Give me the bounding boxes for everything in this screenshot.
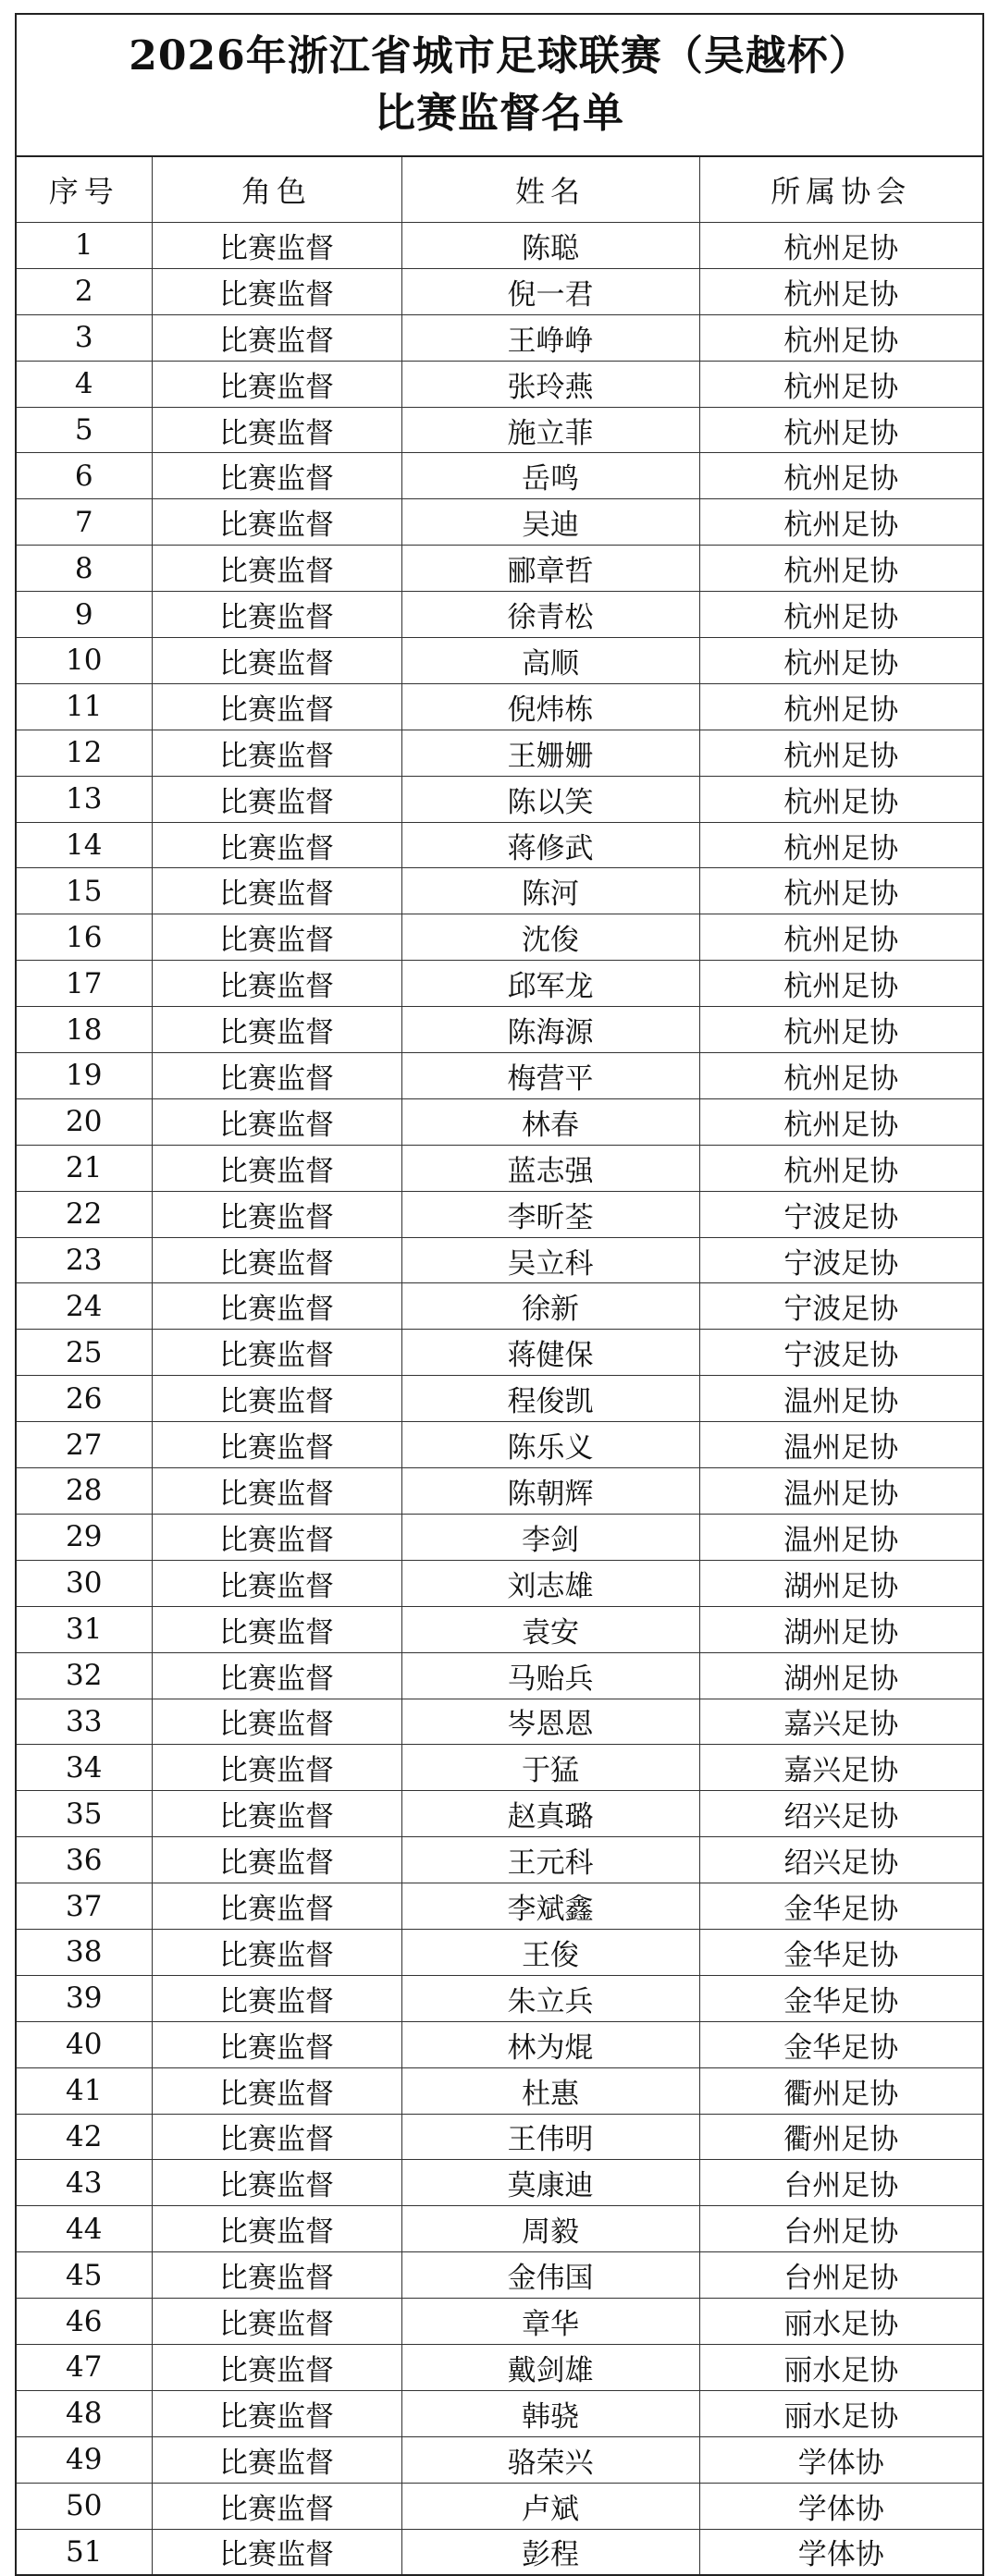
table-row bbox=[17, 1975, 982, 2021]
cell-association: 杭州足协 bbox=[699, 683, 982, 730]
table-row bbox=[17, 2021, 982, 2067]
cell-name: 林春 bbox=[401, 1098, 699, 1145]
table-row bbox=[17, 822, 982, 868]
table-row bbox=[17, 1007, 982, 1053]
table-header bbox=[17, 157, 982, 223]
cell-name: 杜惠 bbox=[401, 2067, 699, 2114]
cell-name: 张玲燕 bbox=[401, 361, 699, 407]
cell-association: 台州足协 bbox=[699, 2252, 982, 2299]
cell-association: 丽水足协 bbox=[699, 2299, 982, 2345]
header-index: 序号 bbox=[17, 157, 152, 223]
cell-name: 施立菲 bbox=[401, 407, 699, 453]
cell-association: 宁波足协 bbox=[699, 1330, 982, 1376]
table-row bbox=[17, 1606, 982, 1652]
cell-name: 徐青松 bbox=[401, 592, 699, 638]
cell-association: 台州足协 bbox=[699, 2206, 982, 2252]
cell-name: 倪一君 bbox=[401, 268, 699, 314]
cell-role: 比赛监督 bbox=[152, 314, 401, 361]
cell-role: 比赛监督 bbox=[152, 2299, 401, 2345]
cell-index: 39 bbox=[17, 1975, 152, 2021]
cell-association: 杭州足协 bbox=[699, 499, 982, 546]
cell-association: 湖州足协 bbox=[699, 1560, 982, 1606]
cell-role: 比赛监督 bbox=[152, 822, 401, 868]
cell-role: 比赛监督 bbox=[152, 1652, 401, 1699]
cell-index: 19 bbox=[17, 1053, 152, 1099]
table-row bbox=[17, 546, 982, 592]
cell-association: 杭州足协 bbox=[699, 961, 982, 1007]
cell-association: 杭州足协 bbox=[699, 546, 982, 592]
cell-name: 岑恩恩 bbox=[401, 1699, 699, 1745]
cell-index: 20 bbox=[17, 1098, 152, 1145]
cell-association: 宁波足协 bbox=[699, 1283, 982, 1330]
cell-association: 杭州足协 bbox=[699, 1053, 982, 1099]
cell-index: 23 bbox=[17, 1237, 152, 1283]
title-block bbox=[17, 15, 982, 157]
table-row bbox=[17, 1883, 982, 1930]
cell-name: 吴迪 bbox=[401, 499, 699, 546]
cell-role: 比赛监督 bbox=[152, 1514, 401, 1560]
header-role: 角色 bbox=[152, 157, 401, 223]
cell-association: 绍兴足协 bbox=[699, 1837, 982, 1883]
table-row bbox=[17, 1237, 982, 1283]
cell-role: 比赛监督 bbox=[152, 1053, 401, 1099]
table-row bbox=[17, 2436, 982, 2483]
cell-name: 吴立科 bbox=[401, 1237, 699, 1283]
cell-role: 比赛监督 bbox=[152, 361, 401, 407]
cell-name: 马贻兵 bbox=[401, 1652, 699, 1699]
cell-name: 彭程 bbox=[401, 2529, 699, 2574]
cell-name: 陈海源 bbox=[401, 1007, 699, 1053]
cell-name: 袁安 bbox=[401, 1606, 699, 1652]
table-row bbox=[17, 223, 982, 269]
cell-association: 杭州足协 bbox=[699, 1145, 982, 1191]
table-row bbox=[17, 592, 982, 638]
cell-association: 杭州足协 bbox=[699, 776, 982, 822]
cell-index: 15 bbox=[17, 868, 152, 914]
cell-index: 38 bbox=[17, 1929, 152, 1975]
table-row bbox=[17, 2206, 982, 2252]
cell-association: 丽水足协 bbox=[699, 2344, 982, 2390]
cell-index: 42 bbox=[17, 2114, 152, 2160]
cell-index: 16 bbox=[17, 914, 152, 961]
cell-association: 学体协 bbox=[699, 2436, 982, 2483]
table-row bbox=[17, 2344, 982, 2390]
cell-association: 温州足协 bbox=[699, 1514, 982, 1560]
cell-association: 杭州足协 bbox=[699, 407, 982, 453]
cell-role: 比赛监督 bbox=[152, 1098, 401, 1145]
cell-index: 35 bbox=[17, 1791, 152, 1837]
table-row bbox=[17, 1745, 982, 1791]
cell-role: 比赛监督 bbox=[152, 2252, 401, 2299]
cell-name: 章华 bbox=[401, 2299, 699, 2345]
table-row bbox=[17, 1053, 982, 1099]
cell-association: 杭州足协 bbox=[699, 638, 982, 684]
cell-name: 莫康迪 bbox=[401, 2160, 699, 2206]
cell-index: 43 bbox=[17, 2160, 152, 2206]
document-title: 2026年浙江省城市足球联赛（吴越杯） bbox=[129, 32, 870, 80]
table-row bbox=[17, 407, 982, 453]
cell-role: 比赛监督 bbox=[152, 2114, 401, 2160]
cell-index: 26 bbox=[17, 1376, 152, 1422]
cell-index: 14 bbox=[17, 822, 152, 868]
cell-index: 49 bbox=[17, 2436, 152, 2483]
cell-role: 比赛监督 bbox=[152, 868, 401, 914]
cell-role: 比赛监督 bbox=[152, 1791, 401, 1837]
cell-name: 王元科 bbox=[401, 1837, 699, 1883]
cell-name: 李昕荃 bbox=[401, 1191, 699, 1237]
table-row bbox=[17, 2067, 982, 2114]
cell-name: 倪炜栋 bbox=[401, 683, 699, 730]
cell-role: 比赛监督 bbox=[152, 776, 401, 822]
cell-role: 比赛监督 bbox=[152, 1007, 401, 1053]
table-row bbox=[17, 1330, 982, 1376]
cell-association: 杭州足协 bbox=[699, 1007, 982, 1053]
table-row bbox=[17, 2114, 982, 2160]
cell-role: 比赛监督 bbox=[152, 2390, 401, 2436]
cell-association: 嘉兴足协 bbox=[699, 1745, 982, 1791]
cell-name: 周毅 bbox=[401, 2206, 699, 2252]
cell-association: 杭州足协 bbox=[699, 730, 982, 776]
cell-index: 2 bbox=[17, 268, 152, 314]
cell-association: 杭州足协 bbox=[699, 592, 982, 638]
table-row bbox=[17, 1652, 982, 1699]
cell-name: 郦章哲 bbox=[401, 546, 699, 592]
cell-index: 5 bbox=[17, 407, 152, 453]
cell-role: 比赛监督 bbox=[152, 914, 401, 961]
cell-association: 杭州足协 bbox=[699, 223, 982, 269]
table-row bbox=[17, 2299, 982, 2345]
cell-role: 比赛监督 bbox=[152, 268, 401, 314]
cell-name: 李斌鑫 bbox=[401, 1883, 699, 1930]
cell-index: 3 bbox=[17, 314, 152, 361]
cell-name: 王姗姗 bbox=[401, 730, 699, 776]
cell-association: 宁波足协 bbox=[699, 1191, 982, 1237]
cell-index: 32 bbox=[17, 1652, 152, 1699]
cell-role: 比赛监督 bbox=[152, 638, 401, 684]
cell-role: 比赛监督 bbox=[152, 499, 401, 546]
cell-association: 湖州足协 bbox=[699, 1606, 982, 1652]
cell-name: 陈聪 bbox=[401, 223, 699, 269]
cell-name: 刘志雄 bbox=[401, 1560, 699, 1606]
cell-role: 比赛监督 bbox=[152, 1237, 401, 1283]
cell-name: 于猛 bbox=[401, 1745, 699, 1791]
cell-association: 杭州足协 bbox=[699, 453, 982, 499]
cell-role: 比赛监督 bbox=[152, 592, 401, 638]
cell-association: 金华足协 bbox=[699, 1975, 982, 2021]
cell-role: 比赛监督 bbox=[152, 1883, 401, 1930]
cell-index: 22 bbox=[17, 1191, 152, 1237]
table-body bbox=[17, 223, 982, 2575]
cell-association: 衢州足协 bbox=[699, 2114, 982, 2160]
cell-role: 比赛监督 bbox=[152, 1376, 401, 1422]
table-row bbox=[17, 1283, 982, 1330]
cell-association: 杭州足协 bbox=[699, 314, 982, 361]
cell-role: 比赛监督 bbox=[152, 2160, 401, 2206]
cell-name: 徐新 bbox=[401, 1283, 699, 1330]
cell-index: 8 bbox=[17, 546, 152, 592]
cell-role: 比赛监督 bbox=[152, 2067, 401, 2114]
cell-name: 陈河 bbox=[401, 868, 699, 914]
cell-association: 湖州足协 bbox=[699, 1652, 982, 1699]
cell-index: 30 bbox=[17, 1560, 152, 1606]
cell-index: 24 bbox=[17, 1283, 152, 1330]
table-row bbox=[17, 1376, 982, 1422]
cell-role: 比赛监督 bbox=[152, 2529, 401, 2574]
table-row bbox=[17, 1560, 982, 1606]
table-row bbox=[17, 776, 982, 822]
header-row bbox=[17, 157, 982, 223]
cell-index: 17 bbox=[17, 961, 152, 1007]
cell-role: 比赛监督 bbox=[152, 223, 401, 269]
cell-index: 28 bbox=[17, 1468, 152, 1515]
cell-role: 比赛监督 bbox=[152, 1837, 401, 1883]
cell-association: 金华足协 bbox=[699, 2021, 982, 2067]
cell-association: 杭州足协 bbox=[699, 1098, 982, 1145]
supervisor-table bbox=[17, 157, 982, 2574]
table-row bbox=[17, 499, 982, 546]
cell-association: 衢州足协 bbox=[699, 2067, 982, 2114]
cell-name: 王峥峥 bbox=[401, 314, 699, 361]
table-row bbox=[17, 914, 982, 961]
cell-index: 12 bbox=[17, 730, 152, 776]
cell-index: 36 bbox=[17, 1837, 152, 1883]
cell-name: 梅营平 bbox=[401, 1053, 699, 1099]
cell-association: 温州足协 bbox=[699, 1422, 982, 1468]
cell-association: 杭州足协 bbox=[699, 822, 982, 868]
cell-index: 46 bbox=[17, 2299, 152, 2345]
cell-role: 比赛监督 bbox=[152, 2206, 401, 2252]
table-row bbox=[17, 730, 982, 776]
cell-role: 比赛监督 bbox=[152, 2021, 401, 2067]
cell-index: 1 bbox=[17, 223, 152, 269]
cell-index: 33 bbox=[17, 1699, 152, 1745]
cell-association: 学体协 bbox=[699, 2529, 982, 2574]
cell-name: 邱军龙 bbox=[401, 961, 699, 1007]
cell-name: 高顺 bbox=[401, 638, 699, 684]
cell-index: 41 bbox=[17, 2067, 152, 2114]
cell-role: 比赛监督 bbox=[152, 1699, 401, 1745]
cell-association: 金华足协 bbox=[699, 1929, 982, 1975]
cell-association: 温州足协 bbox=[699, 1468, 982, 1515]
cell-role: 比赛监督 bbox=[152, 1929, 401, 1975]
cell-index: 7 bbox=[17, 499, 152, 546]
table-row bbox=[17, 1699, 982, 1745]
cell-index: 4 bbox=[17, 361, 152, 407]
cell-index: 29 bbox=[17, 1514, 152, 1560]
cell-role: 比赛监督 bbox=[152, 1145, 401, 1191]
cell-role: 比赛监督 bbox=[152, 683, 401, 730]
cell-index: 6 bbox=[17, 453, 152, 499]
cell-name: 沈俊 bbox=[401, 914, 699, 961]
table-row bbox=[17, 361, 982, 407]
cell-name: 岳鸣 bbox=[401, 453, 699, 499]
cell-association: 嘉兴足协 bbox=[699, 1699, 982, 1745]
table-row bbox=[17, 1837, 982, 1883]
cell-name: 陈以笑 bbox=[401, 776, 699, 822]
cell-name: 赵真璐 bbox=[401, 1791, 699, 1837]
cell-role: 比赛监督 bbox=[152, 1745, 401, 1791]
cell-name: 陈乐义 bbox=[401, 1422, 699, 1468]
cell-role: 比赛监督 bbox=[152, 407, 401, 453]
table-row bbox=[17, 2160, 982, 2206]
cell-name: 韩骁 bbox=[401, 2390, 699, 2436]
cell-association: 宁波足协 bbox=[699, 1237, 982, 1283]
table-row bbox=[17, 1422, 982, 1468]
cell-role: 比赛监督 bbox=[152, 1330, 401, 1376]
cell-name: 蒋修武 bbox=[401, 822, 699, 868]
cell-role: 比赛监督 bbox=[152, 2483, 401, 2529]
cell-association: 温州足协 bbox=[699, 1376, 982, 1422]
table-row bbox=[17, 453, 982, 499]
cell-association: 杭州足协 bbox=[699, 914, 982, 961]
cell-index: 13 bbox=[17, 776, 152, 822]
cell-role: 比赛监督 bbox=[152, 2436, 401, 2483]
cell-index: 37 bbox=[17, 1883, 152, 1930]
cell-role: 比赛监督 bbox=[152, 1560, 401, 1606]
cell-role: 比赛监督 bbox=[152, 1283, 401, 1330]
table-row bbox=[17, 1098, 982, 1145]
cell-index: 47 bbox=[17, 2344, 152, 2390]
table-row bbox=[17, 1929, 982, 1975]
cell-index: 10 bbox=[17, 638, 152, 684]
cell-index: 48 bbox=[17, 2390, 152, 2436]
cell-name: 卢斌 bbox=[401, 2483, 699, 2529]
cell-index: 31 bbox=[17, 1606, 152, 1652]
table-row bbox=[17, 1191, 982, 1237]
cell-association: 台州足协 bbox=[699, 2160, 982, 2206]
cell-role: 比赛监督 bbox=[152, 453, 401, 499]
table-row bbox=[17, 1145, 982, 1191]
table-row bbox=[17, 2483, 982, 2529]
header-association: 所属协会 bbox=[699, 157, 982, 223]
table-row bbox=[17, 2529, 982, 2574]
cell-index: 51 bbox=[17, 2529, 152, 2574]
cell-index: 9 bbox=[17, 592, 152, 638]
table-row bbox=[17, 268, 982, 314]
cell-association: 丽水足协 bbox=[699, 2390, 982, 2436]
cell-index: 34 bbox=[17, 1745, 152, 1791]
cell-name: 王伟明 bbox=[401, 2114, 699, 2160]
cell-name: 程俊凯 bbox=[401, 1376, 699, 1422]
table-row bbox=[17, 961, 982, 1007]
cell-index: 21 bbox=[17, 1145, 152, 1191]
cell-index: 40 bbox=[17, 2021, 152, 2067]
cell-role: 比赛监督 bbox=[152, 1468, 401, 1515]
table-row bbox=[17, 1514, 982, 1560]
cell-association: 杭州足协 bbox=[699, 868, 982, 914]
cell-name: 骆荣兴 bbox=[401, 2436, 699, 2483]
cell-role: 比赛监督 bbox=[152, 1422, 401, 1468]
cell-index: 44 bbox=[17, 2206, 152, 2252]
cell-association: 杭州足协 bbox=[699, 268, 982, 314]
table-row bbox=[17, 1791, 982, 1837]
document-subtitle: 比赛监督名单 bbox=[375, 90, 624, 137]
table-row bbox=[17, 638, 982, 684]
cell-role: 比赛监督 bbox=[152, 1975, 401, 2021]
cell-index: 50 bbox=[17, 2483, 152, 2529]
roster-sheet bbox=[15, 13, 984, 2576]
cell-name: 林为焜 bbox=[401, 2021, 699, 2067]
header-name: 姓名 bbox=[401, 157, 699, 223]
cell-role: 比赛监督 bbox=[152, 961, 401, 1007]
cell-association: 杭州足协 bbox=[699, 361, 982, 407]
cell-association: 绍兴足协 bbox=[699, 1791, 982, 1837]
cell-name: 李剑 bbox=[401, 1514, 699, 1560]
table-row bbox=[17, 868, 982, 914]
cell-name: 王俊 bbox=[401, 1929, 699, 1975]
cell-name: 金伟国 bbox=[401, 2252, 699, 2299]
cell-name: 陈朝辉 bbox=[401, 1468, 699, 1515]
table-row bbox=[17, 1468, 982, 1515]
table-row bbox=[17, 314, 982, 361]
cell-role: 比赛监督 bbox=[152, 1191, 401, 1237]
cell-role: 比赛监督 bbox=[152, 546, 401, 592]
cell-name: 蓝志强 bbox=[401, 1145, 699, 1191]
cell-name: 朱立兵 bbox=[401, 1975, 699, 2021]
cell-role: 比赛监督 bbox=[152, 2344, 401, 2390]
cell-role: 比赛监督 bbox=[152, 730, 401, 776]
cell-name: 戴剑雄 bbox=[401, 2344, 699, 2390]
table-row bbox=[17, 2252, 982, 2299]
cell-role: 比赛监督 bbox=[152, 1606, 401, 1652]
cell-index: 18 bbox=[17, 1007, 152, 1053]
cell-index: 27 bbox=[17, 1422, 152, 1468]
cell-index: 45 bbox=[17, 2252, 152, 2299]
cell-index: 11 bbox=[17, 683, 152, 730]
cell-association: 学体协 bbox=[699, 2483, 982, 2529]
cell-name: 蒋健保 bbox=[401, 1330, 699, 1376]
table-row bbox=[17, 2390, 982, 2436]
table-row bbox=[17, 683, 982, 730]
cell-association: 金华足协 bbox=[699, 1883, 982, 1930]
cell-index: 25 bbox=[17, 1330, 152, 1376]
